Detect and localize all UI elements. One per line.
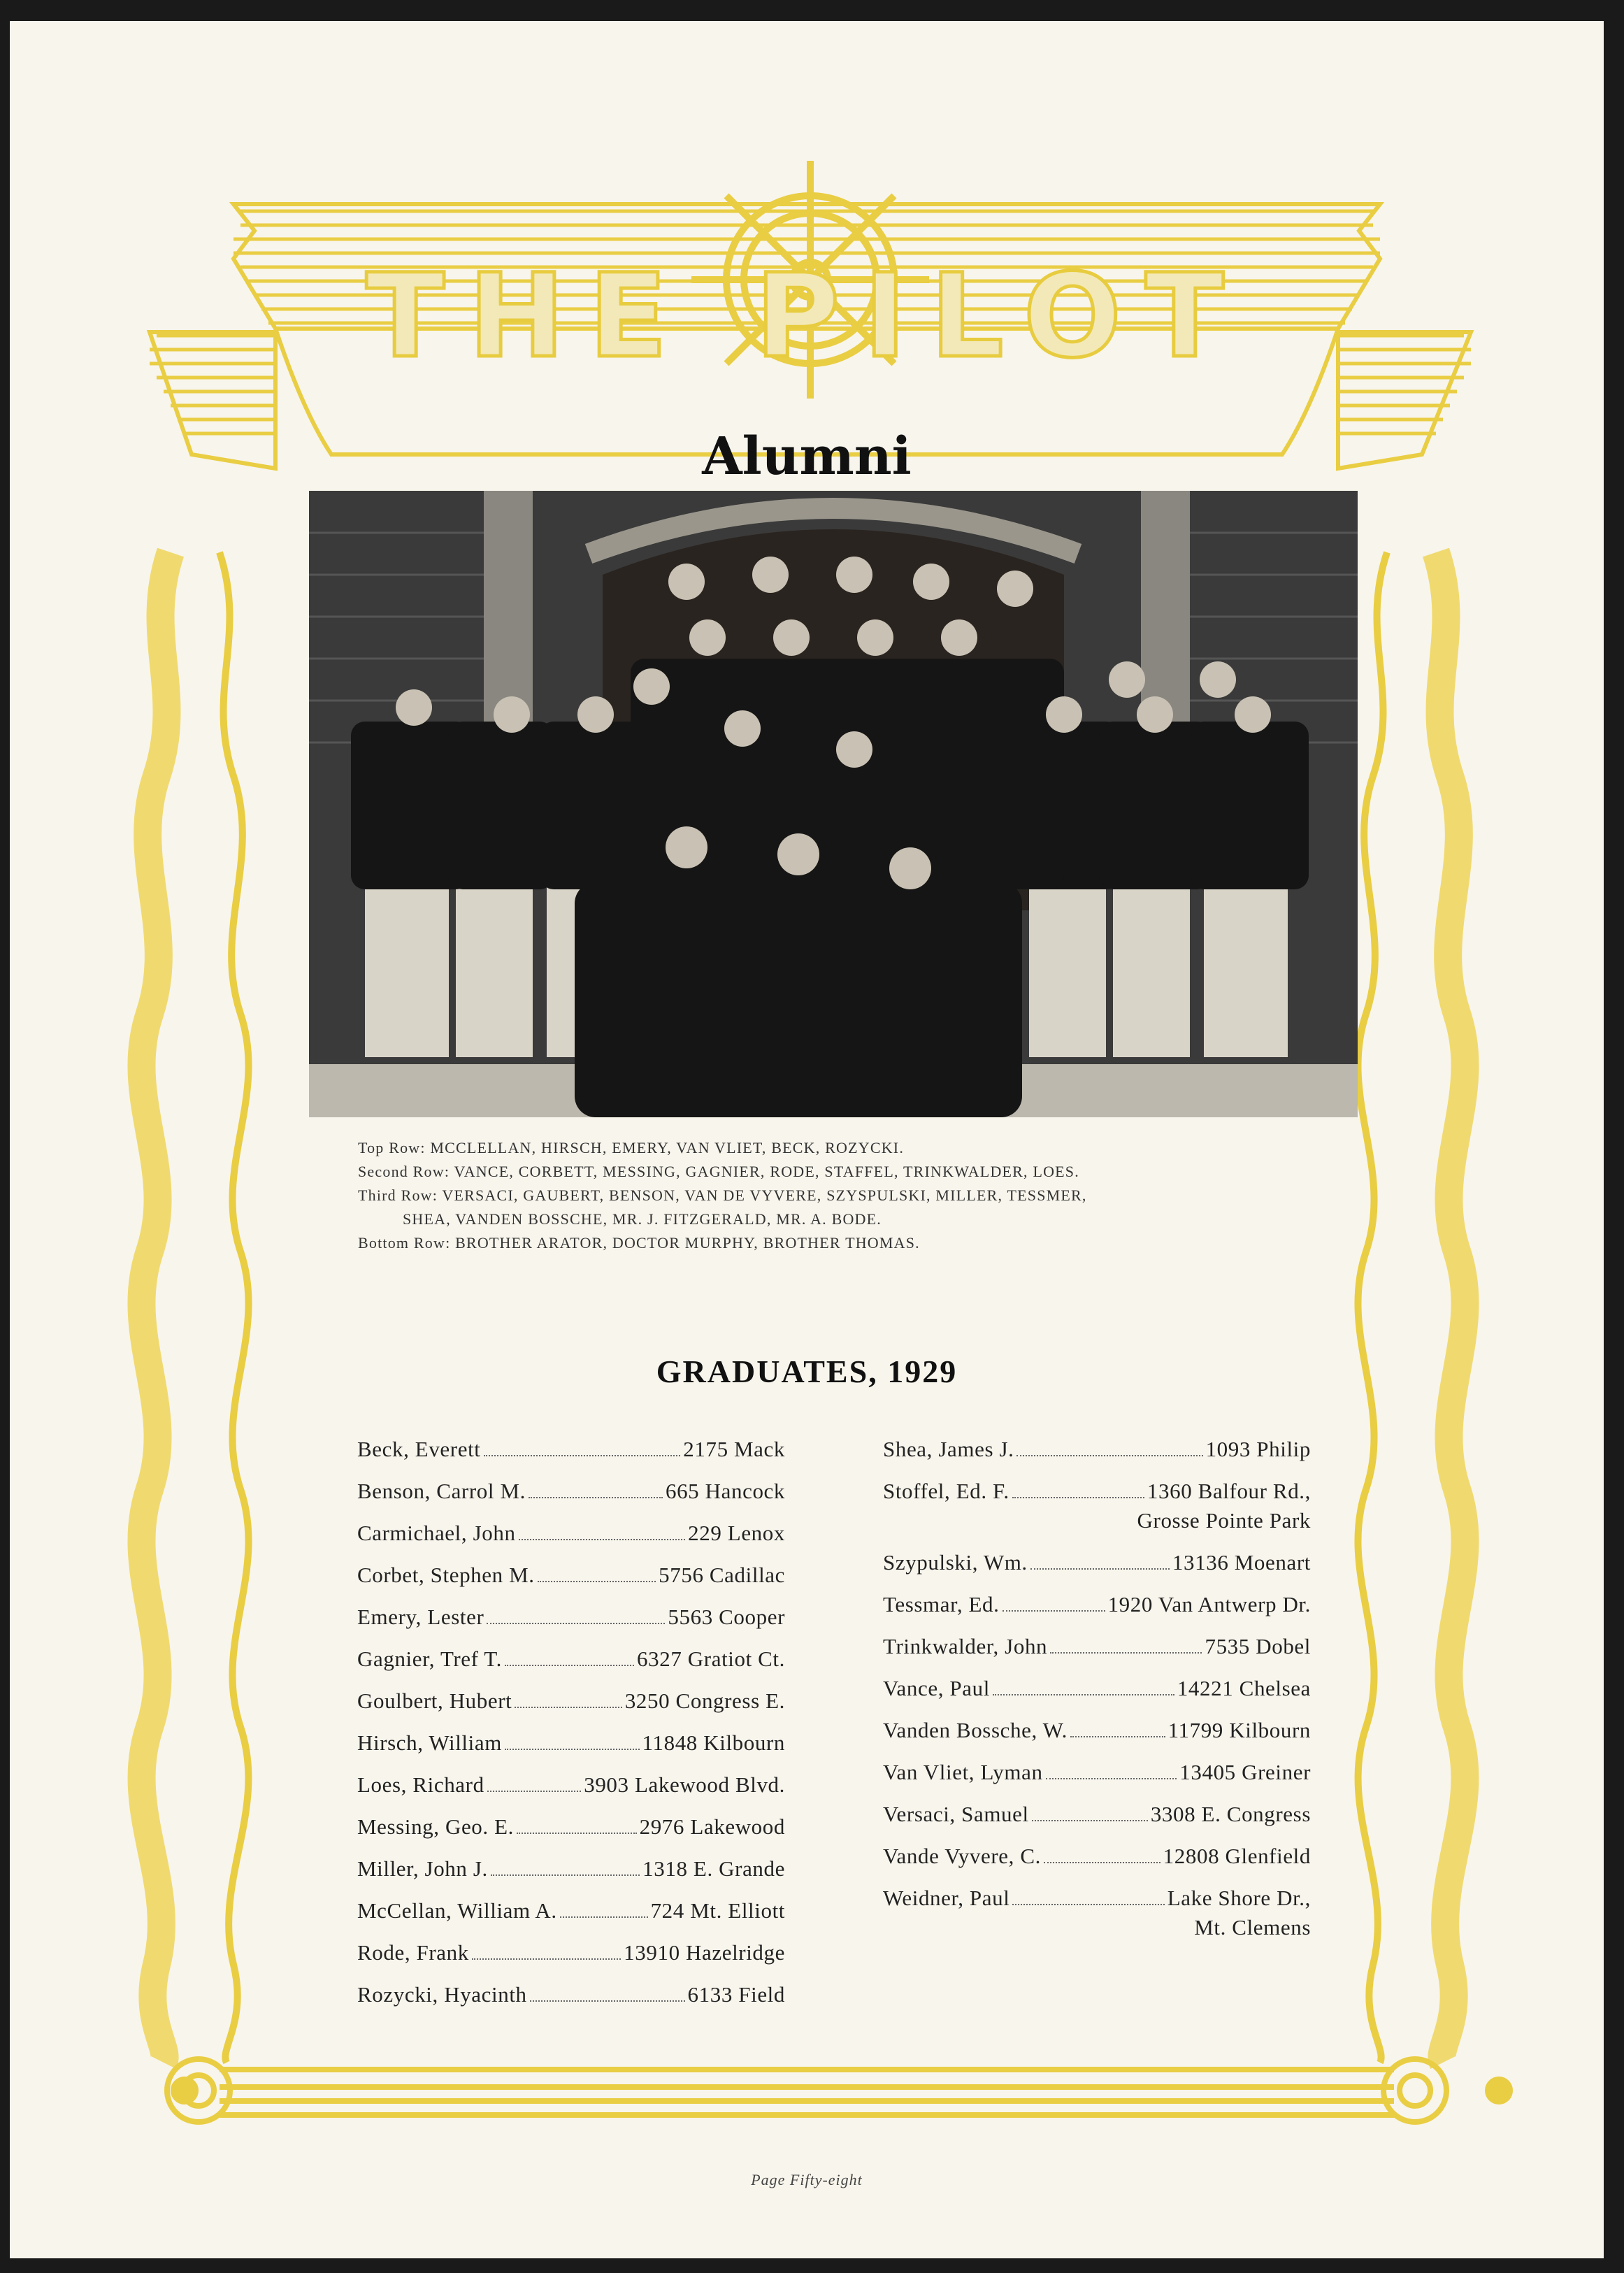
graduate-name: Messing, Geo. E. — [357, 1814, 514, 1839]
graduate-address: 3250 Congress E. — [624, 1688, 785, 1713]
graduate-address: 665 Hancock — [665, 1479, 785, 1503]
graduate-address: 1360 Balfour Rd., — [1147, 1479, 1311, 1503]
graduate-entry — [357, 1437, 785, 1462]
graduate-name: Carmichael, John — [357, 1521, 516, 1545]
graduate-name: Beck, Everett — [357, 1437, 481, 1461]
graduate-name: Emery, Lester — [357, 1605, 484, 1629]
right-border-column — [1436, 552, 1465, 2063]
graduate-name: Szypulski, Wm. — [883, 1550, 1028, 1575]
graduate-address-extra: Grosse Pointe Park — [1137, 1508, 1311, 1533]
bottom-scroll — [167, 2059, 1510, 2122]
graduate-entry — [883, 1760, 1311, 1785]
graduate-name: McCellan, William A. — [357, 1898, 557, 1923]
page-number: Page Fifty-eight — [751, 2171, 863, 2188]
graduate-address: 2976 Lakewood — [639, 1814, 785, 1839]
left-border-column — [141, 552, 171, 2063]
caption-line-top-row: Top Row: MCCLELLAN, HIRSCH, EMERY, VAN VLIET, BECK, ROZYCKI. — [358, 1139, 905, 1156]
photo-caption — [358, 1136, 1351, 1255]
graduate-entry — [357, 1688, 785, 1714]
graduate-name: Loes, Richard — [357, 1772, 484, 1797]
graduate-address: 14221 Chelsea — [1177, 1676, 1311, 1700]
graduate-entry — [883, 1592, 1311, 1617]
graduate-entry — [883, 1718, 1311, 1743]
graduate-name: Miller, John J. — [357, 1856, 488, 1881]
masthead-title: THE PILOT — [366, 249, 1248, 383]
graduate-name: Gagnier, Tref T. — [357, 1647, 502, 1671]
graduate-address: 6327 Gratiot Ct. — [637, 1647, 785, 1671]
graduate-entry — [357, 1982, 785, 2007]
graduate-entry — [883, 1437, 1311, 1462]
graduate-entry — [883, 1676, 1311, 1701]
graduate-entry — [883, 1479, 1311, 1533]
graduate-address: 229 Lenox — [688, 1521, 785, 1545]
graduate-name: Stoffel, Ed. F. — [883, 1479, 1009, 1503]
graduate-address: 724 Mt. Elliott — [650, 1898, 785, 1923]
graduate-entry — [883, 1802, 1311, 1827]
graduate-entry — [357, 1772, 785, 1798]
graduate-address: 11848 Kilbourn — [642, 1730, 785, 1755]
graduate-address: 6133 Field — [687, 1982, 785, 2007]
graduate-name: Benson, Carrol M. — [357, 1479, 526, 1503]
graduate-entry — [357, 1856, 785, 1881]
graduate-name: Tessmar, Ed. — [883, 1592, 1000, 1616]
caption-line-third-row: Third Row: VERSACI, GAUBERT, BENSON, VAN DE VYVERE, SZYSPULSKI, MILLER, TESSMER, — [358, 1186, 1087, 1204]
graduate-entry — [357, 1521, 785, 1546]
graduate-name: Vanden Bossche, W. — [883, 1718, 1068, 1742]
graduate-address: 7535 Dobel — [1205, 1634, 1311, 1658]
graduate-entry — [357, 1563, 785, 1588]
graduate-name: Rozycki, Hyacinth — [357, 1982, 527, 2007]
graduate-entry — [357, 1605, 785, 1630]
caption-line-bottom-row: Bottom Row: BROTHER ARATOR, DOCTOR MURPHY, BROTHER THOMAS. — [358, 1234, 920, 1252]
graduate-address-extra: Mt. Clemens — [1194, 1915, 1311, 1939]
graduate-name: Versaci, Samuel — [883, 1802, 1029, 1826]
graduate-entry — [883, 1886, 1311, 1940]
section-title: Alumni — [702, 426, 912, 487]
graduate-address: 3308 E. Congress — [1150, 1802, 1311, 1826]
graduate-name: Vance, Paul — [883, 1676, 990, 1700]
graduate-entry — [883, 1550, 1311, 1575]
graduate-entry — [357, 1647, 785, 1672]
alumni-group-photo — [309, 491, 1358, 1117]
graduate-entry — [357, 1940, 785, 1965]
graduate-address: 5563 Cooper — [668, 1605, 785, 1629]
graduate-name: Van Vliet, Lyman — [883, 1760, 1043, 1784]
graduate-name: Vande Vyvere, C. — [883, 1844, 1041, 1868]
graduates-heading: GRADUATES, 1929 — [656, 1354, 958, 1389]
graduate-name: Trinkwalder, John — [883, 1634, 1048, 1658]
graduate-address: 12808 Glenfield — [1163, 1844, 1311, 1868]
graduate-address: 1093 Philip — [1205, 1437, 1311, 1461]
graduate-address: 1920 Van Antwerp Dr. — [1107, 1592, 1311, 1616]
graduate-address: 1318 E. Grande — [642, 1856, 785, 1881]
graduate-entry — [357, 1814, 785, 1840]
graduate-entry — [357, 1898, 785, 1923]
graduates-right-column — [883, 1437, 1311, 1957]
graduate-address: Lake Shore Dr., — [1167, 1886, 1311, 1910]
yearbook-page — [10, 21, 1604, 2258]
graduate-name: Weidner, Paul — [883, 1886, 1010, 1910]
graduate-address: 13405 Greiner — [1179, 1760, 1311, 1784]
graduate-name: Hirsch, William — [357, 1730, 502, 1755]
graduate-address: 2175 Mack — [683, 1437, 785, 1461]
graduate-address: 11799 Kilbourn — [1167, 1718, 1311, 1742]
caption-line-third-row-cont: SHEA, VANDEN BOSSCHE, MR. J. FITZGERALD, MR. A. BODE. — [403, 1210, 882, 1228]
graduate-address: 13136 Moenart — [1172, 1550, 1311, 1575]
caption-line-second-row: Second Row: VANCE, CORBETT, MESSING, GAGNIER, RODE, STAFFEL, TRINKWALDER, LOES. — [358, 1163, 1079, 1180]
graduate-entry — [883, 1634, 1311, 1659]
graduate-entry — [883, 1844, 1311, 1869]
graduate-entry — [357, 1730, 785, 1756]
graduate-name: Shea, James J. — [883, 1437, 1014, 1461]
graduate-address: 3903 Lakewood Blvd. — [584, 1772, 785, 1797]
graduate-address: 5756 Cadillac — [659, 1563, 785, 1587]
graduate-address: 13910 Hazelridge — [624, 1940, 785, 1965]
graduate-name: Corbet, Stephen M. — [357, 1563, 535, 1587]
graduates-left-column — [357, 1437, 785, 2024]
graduate-name: Rode, Frank — [357, 1940, 469, 1965]
graduate-entry — [357, 1479, 785, 1504]
graduate-name: Goulbert, Hubert — [357, 1688, 512, 1713]
